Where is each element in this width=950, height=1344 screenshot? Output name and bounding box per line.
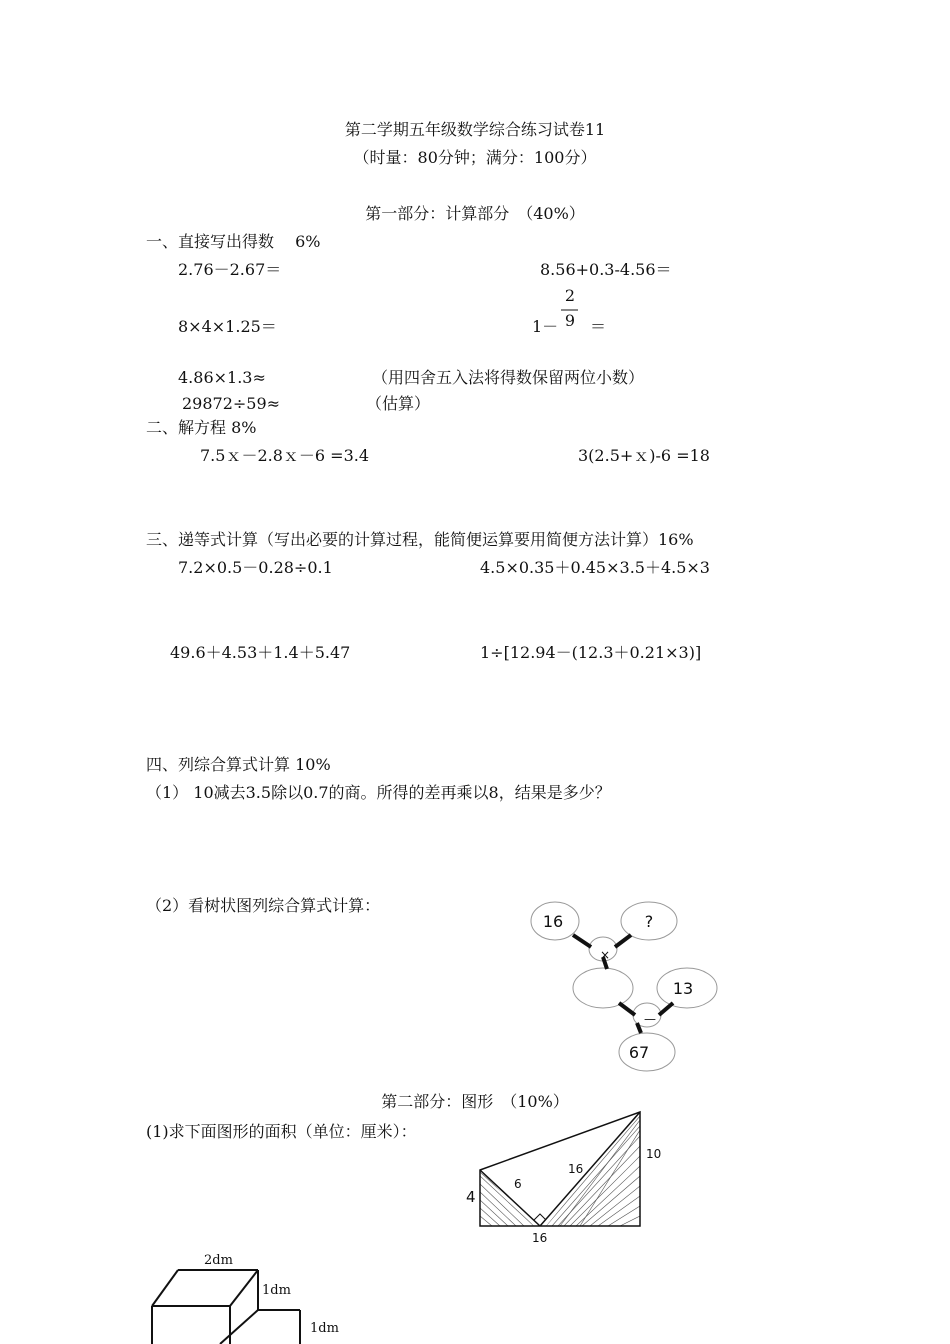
tree-edge (615, 935, 631, 947)
section3-heading: 三、递等式计算（写出必要的计算过程，能简便运算要用简便方法计算）16% (146, 530, 694, 549)
area-figure (460, 1100, 700, 1250)
label-16-base: 16 (532, 1231, 548, 1245)
segment-16 (540, 1112, 640, 1226)
page-title: 第二学期五年级数学综合练习试卷11 (344, 120, 606, 139)
label-6: 6 (514, 1177, 522, 1191)
label-1dm-b: 1dm (310, 1321, 339, 1336)
section4-heading: 四、列综合算式计算 10% (146, 755, 331, 774)
segment-6 (480, 1170, 540, 1226)
section3-q2: 4.5×0.35＋0.45×3.5＋4.5×3 (480, 558, 710, 577)
tree-label-multiply: × (599, 948, 611, 962)
section4-q1: （1） 10减去3.5除以0.7的商。所得的差再乘以8，结果是多少？ (146, 783, 611, 802)
section3-q1: 7.2×0.5－0.28÷0.1 (178, 558, 333, 577)
hatch-right (546, 1116, 640, 1226)
tree-label-67: 67 (628, 1043, 650, 1062)
tree-diagram (525, 895, 725, 1075)
trapezoid-outline (480, 1112, 640, 1226)
section1-q4-suffix: ＝ (590, 317, 607, 336)
page-subtitle: （时量：80分钟；满分：100分） (353, 148, 597, 167)
tree-edge (619, 1003, 635, 1015)
label-2dm: 2dm (204, 1253, 233, 1268)
label-10: 10 (646, 1147, 662, 1161)
section1-q2: 8.56+0.3-4.56＝ (540, 260, 672, 279)
section1-q3: 8×4×1.25＝ (178, 317, 277, 336)
tree-label-minus: — (644, 1012, 656, 1026)
section3-q4: 1÷[12.94－(12.3＋0.21×3)] (480, 643, 702, 662)
tree-label-question: ? (644, 912, 654, 931)
right-angle-mark (534, 1214, 546, 1220)
section2-heading: 二、解方程 8% (146, 418, 257, 437)
part2-q1: (1)求下面图形的面积（单位：厘米）： (146, 1122, 417, 1141)
section4-q2: （2）看树状图列综合算式计算： (146, 896, 381, 915)
tree-edge (573, 935, 591, 947)
hatch-left (480, 1172, 534, 1226)
part1-heading: 第一部分：计算部分 （40%） (365, 204, 585, 223)
section3-q3: 49.6＋4.53＋1.4＋5.47 (170, 643, 351, 662)
section1-q6-note: （估算） (366, 394, 431, 413)
tree-label-16: 16 (542, 912, 564, 931)
tree-node-blank (573, 968, 633, 1008)
label-16-slant: 16 (568, 1162, 584, 1176)
section1-q5: 4.86×1.3≈ (178, 368, 266, 387)
section2-q2: 3(2.5+ｘ)-6 =18 (578, 446, 710, 465)
tree-edge (659, 1003, 673, 1015)
tree-label-13: 13 (672, 979, 694, 998)
section2-q1: 7.5ｘ－2.8ｘ－6 =3.4 (200, 446, 370, 465)
section1-q5-note: （用四舍五入法将得数保留两位小数） (372, 368, 645, 387)
label-4: 4 (466, 1188, 476, 1206)
section1-heading: 一、直接写出得数 6% (146, 232, 321, 251)
section1-q1: 2.76－2.67＝ (178, 260, 282, 279)
section1-q4-prefix: 1－ (532, 317, 559, 336)
fraction-numerator: 2 (564, 286, 576, 305)
label-1dm-a: 1dm (262, 1283, 291, 1298)
part2-heading: 第二部分：图形 （10%） (381, 1092, 569, 1111)
section1-q6: 29872÷59≈ (182, 394, 281, 413)
fraction-denominator: 9 (564, 311, 576, 330)
box-figure (140, 1248, 360, 1344)
